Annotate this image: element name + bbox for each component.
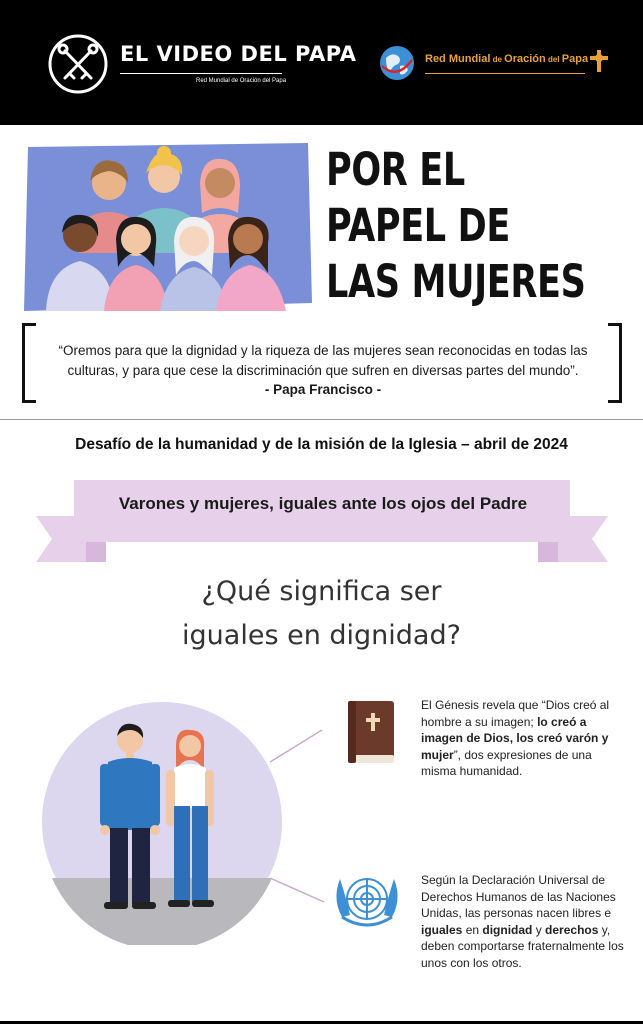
bible-icon xyxy=(346,697,396,765)
un-text-part: Según la Declaración Universal de Derechos Humanos de las Naciones Unidas, las personas nacen libres e xyxy=(421,873,616,920)
question-line-2: iguales en dignidad? xyxy=(182,620,461,651)
network-name-part: Papa xyxy=(561,53,589,65)
header-bar xyxy=(0,0,643,125)
title-line-3: LAS MUJERES xyxy=(326,255,586,308)
section-divider xyxy=(0,419,643,420)
network-underline xyxy=(425,73,585,74)
un-text-bold: dignidad xyxy=(482,922,533,937)
left-bracket xyxy=(22,323,36,403)
cross-icon xyxy=(588,48,610,74)
genesis-text xyxy=(421,697,616,780)
genesis-text-part: El Génesis revela que “Dios creó al hombre a su imagen; xyxy=(421,698,610,729)
ribbon-banner xyxy=(36,480,608,564)
network-name xyxy=(425,53,588,65)
question-line-1: ¿Qué significa ser xyxy=(201,576,442,607)
right-bracket xyxy=(608,323,622,403)
quote-author: - Papa Francisco - xyxy=(264,382,382,397)
challenge-heading: Desafío de la humanidad y de la misión de la Iglesia – abril de 2024 xyxy=(75,436,568,453)
un-text-part: en xyxy=(462,922,483,937)
brand-underline xyxy=(120,73,282,74)
un-declaration-text xyxy=(421,872,626,971)
network-name-part: de xyxy=(490,55,505,64)
network-name-part: del xyxy=(545,55,562,64)
un-text-bold: iguales xyxy=(421,922,463,937)
un-text-part: y, deben comportarse fraternalmente los unos con los otros. xyxy=(421,922,624,970)
couple-illustration xyxy=(40,700,285,945)
genesis-text-part: ”, dos expresiones de una misma humanidad. xyxy=(421,747,592,778)
globe-icon xyxy=(378,44,416,82)
crossed-keys-icon xyxy=(48,34,108,94)
title-line-1: POR EL xyxy=(326,143,465,196)
women-group-illustration xyxy=(24,143,312,311)
question-heading xyxy=(0,570,643,658)
quote-box xyxy=(22,323,622,403)
title-line-2: PAPEL DE xyxy=(326,199,510,252)
page-title xyxy=(326,142,626,310)
brand-subtitle: Red Mundial de Oración del Papa xyxy=(196,78,287,84)
brand-title: EL VIDEO DEL PAPA xyxy=(120,42,357,66)
united-nations-emblem-icon xyxy=(328,867,406,933)
ribbon-text: Varones y mujeres, iguales ante los ojos del Padre xyxy=(118,494,528,513)
un-text-part: y xyxy=(532,922,546,937)
quote-text: “Oremos para que la dignidad y la riqueza de las mujeres sean reconocidas en todas las culturas, y para que cese la discriminación que sufren en diversas partes del mundo”. xyxy=(58,343,588,378)
un-text-bold: derechos xyxy=(545,922,599,937)
network-name-part: Red Mundial xyxy=(425,53,491,65)
genesis-text-bold: lo creó a imagen de Dios, los creó varón y mujer xyxy=(421,714,609,762)
network-name-part: Oración xyxy=(504,53,546,65)
